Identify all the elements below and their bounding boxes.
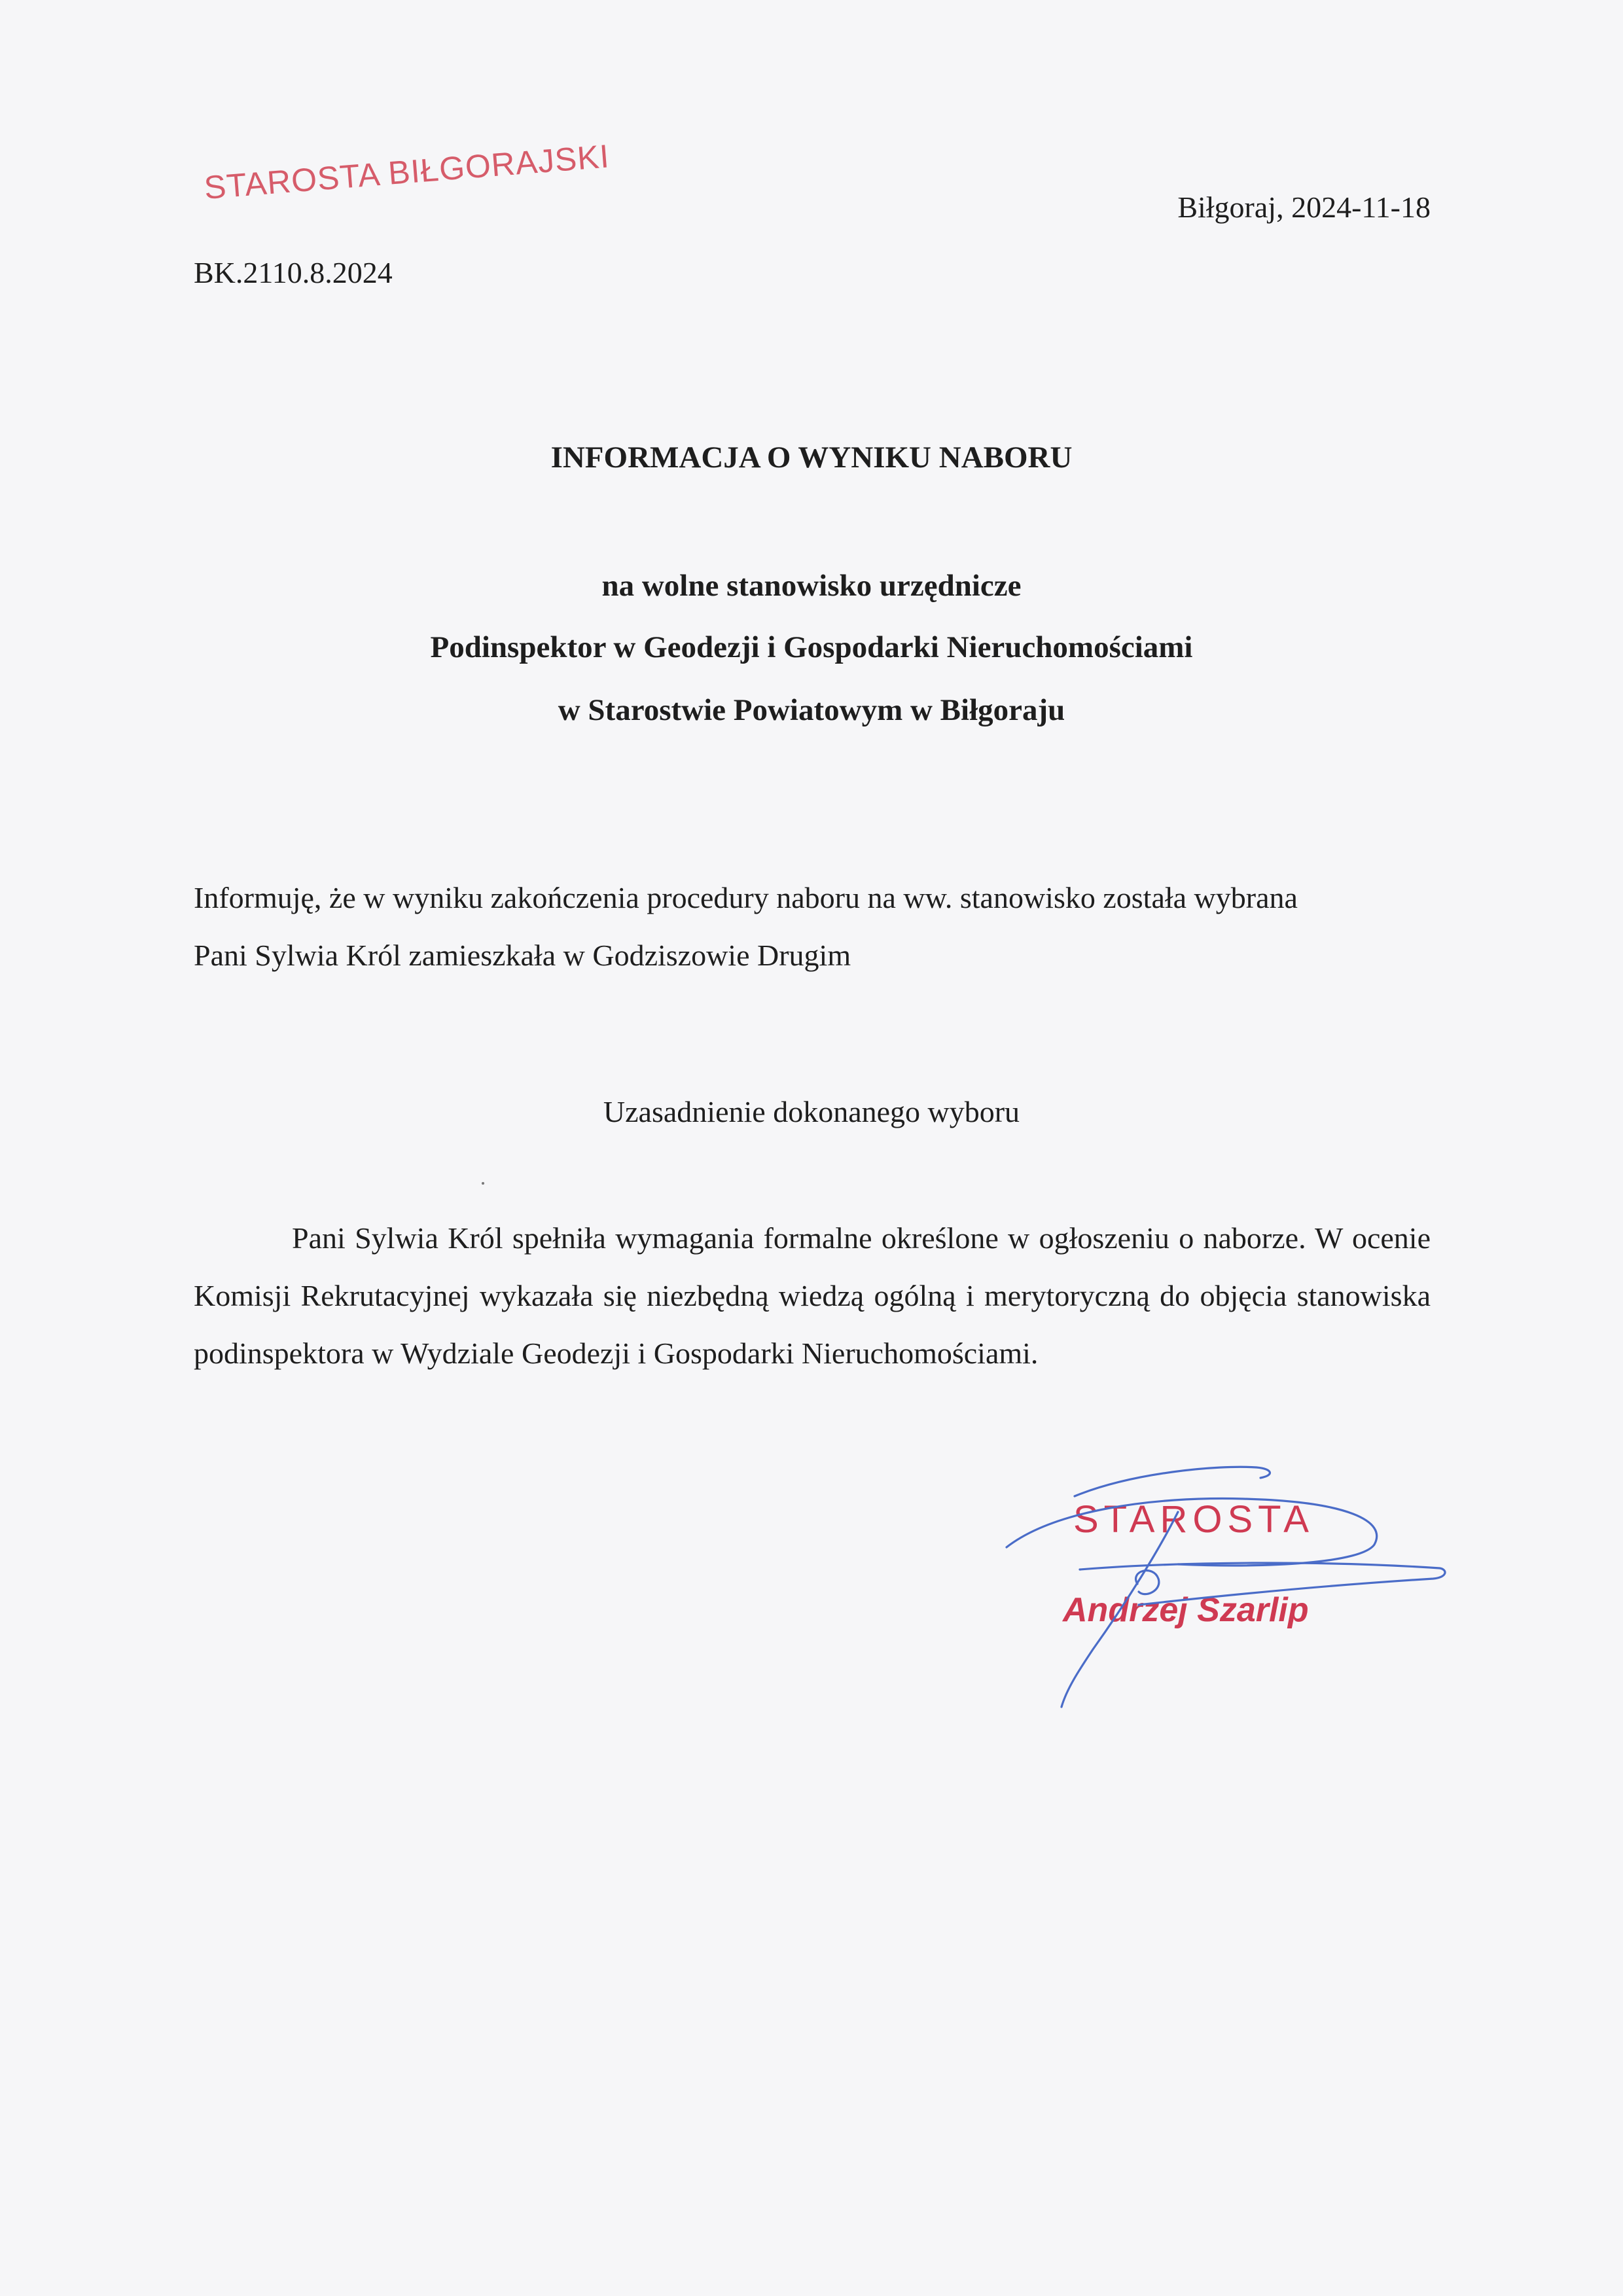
subtitle-line-3: w Starostwie Powiatowym w Biłgoraju xyxy=(558,693,1065,727)
handwritten-signature xyxy=(982,1453,1479,1728)
result-line-2: Pani Sylwia Król zamieszkała w Godziszowie Drugim xyxy=(194,939,851,972)
case-number: BK.2110.8.2024 xyxy=(194,256,393,289)
justification-paragraph: Pani Sylwia Król spełniła wymagania formalne określone w ogłoszeniu o naborze. W ocenie Komisji Rekrutacyjnej wykazała się niezbędną wiedzą ogólną i merytoryczną do objęcia stanowiska podinspektora w Wydziale Geodezji i Gospodarki Nieruchomościami. xyxy=(194,1221,1431,1370)
document-title: INFORMACJA O WYNIKU NABORU xyxy=(550,440,1073,475)
name-stamp: Andrzej Szarlip xyxy=(1063,1591,1309,1629)
subtitle-line-2: Podinspektor w Geodezji i Gospodarki Nieruchomościami xyxy=(430,630,1193,664)
result-paragraph xyxy=(194,869,1431,984)
signature-block xyxy=(982,1453,1479,1728)
role-stamp: STAROSTA xyxy=(1073,1498,1314,1541)
justification-heading: Uzasadnienie dokonanego wyboru xyxy=(603,1095,1020,1128)
place-date: Biłgoraj, 2024-11-18 xyxy=(1177,190,1431,224)
result-line-1: Informuję, że w wyniku zakończenia procedury naboru na ww. stanowisko została wybrana xyxy=(194,881,1298,914)
office-stamp: STAROSTA BIŁGORAJSKI xyxy=(202,137,611,206)
stray-dot xyxy=(482,1182,484,1185)
subtitle-line-1: na wolne stanowisko urzędnicze xyxy=(601,569,1022,603)
